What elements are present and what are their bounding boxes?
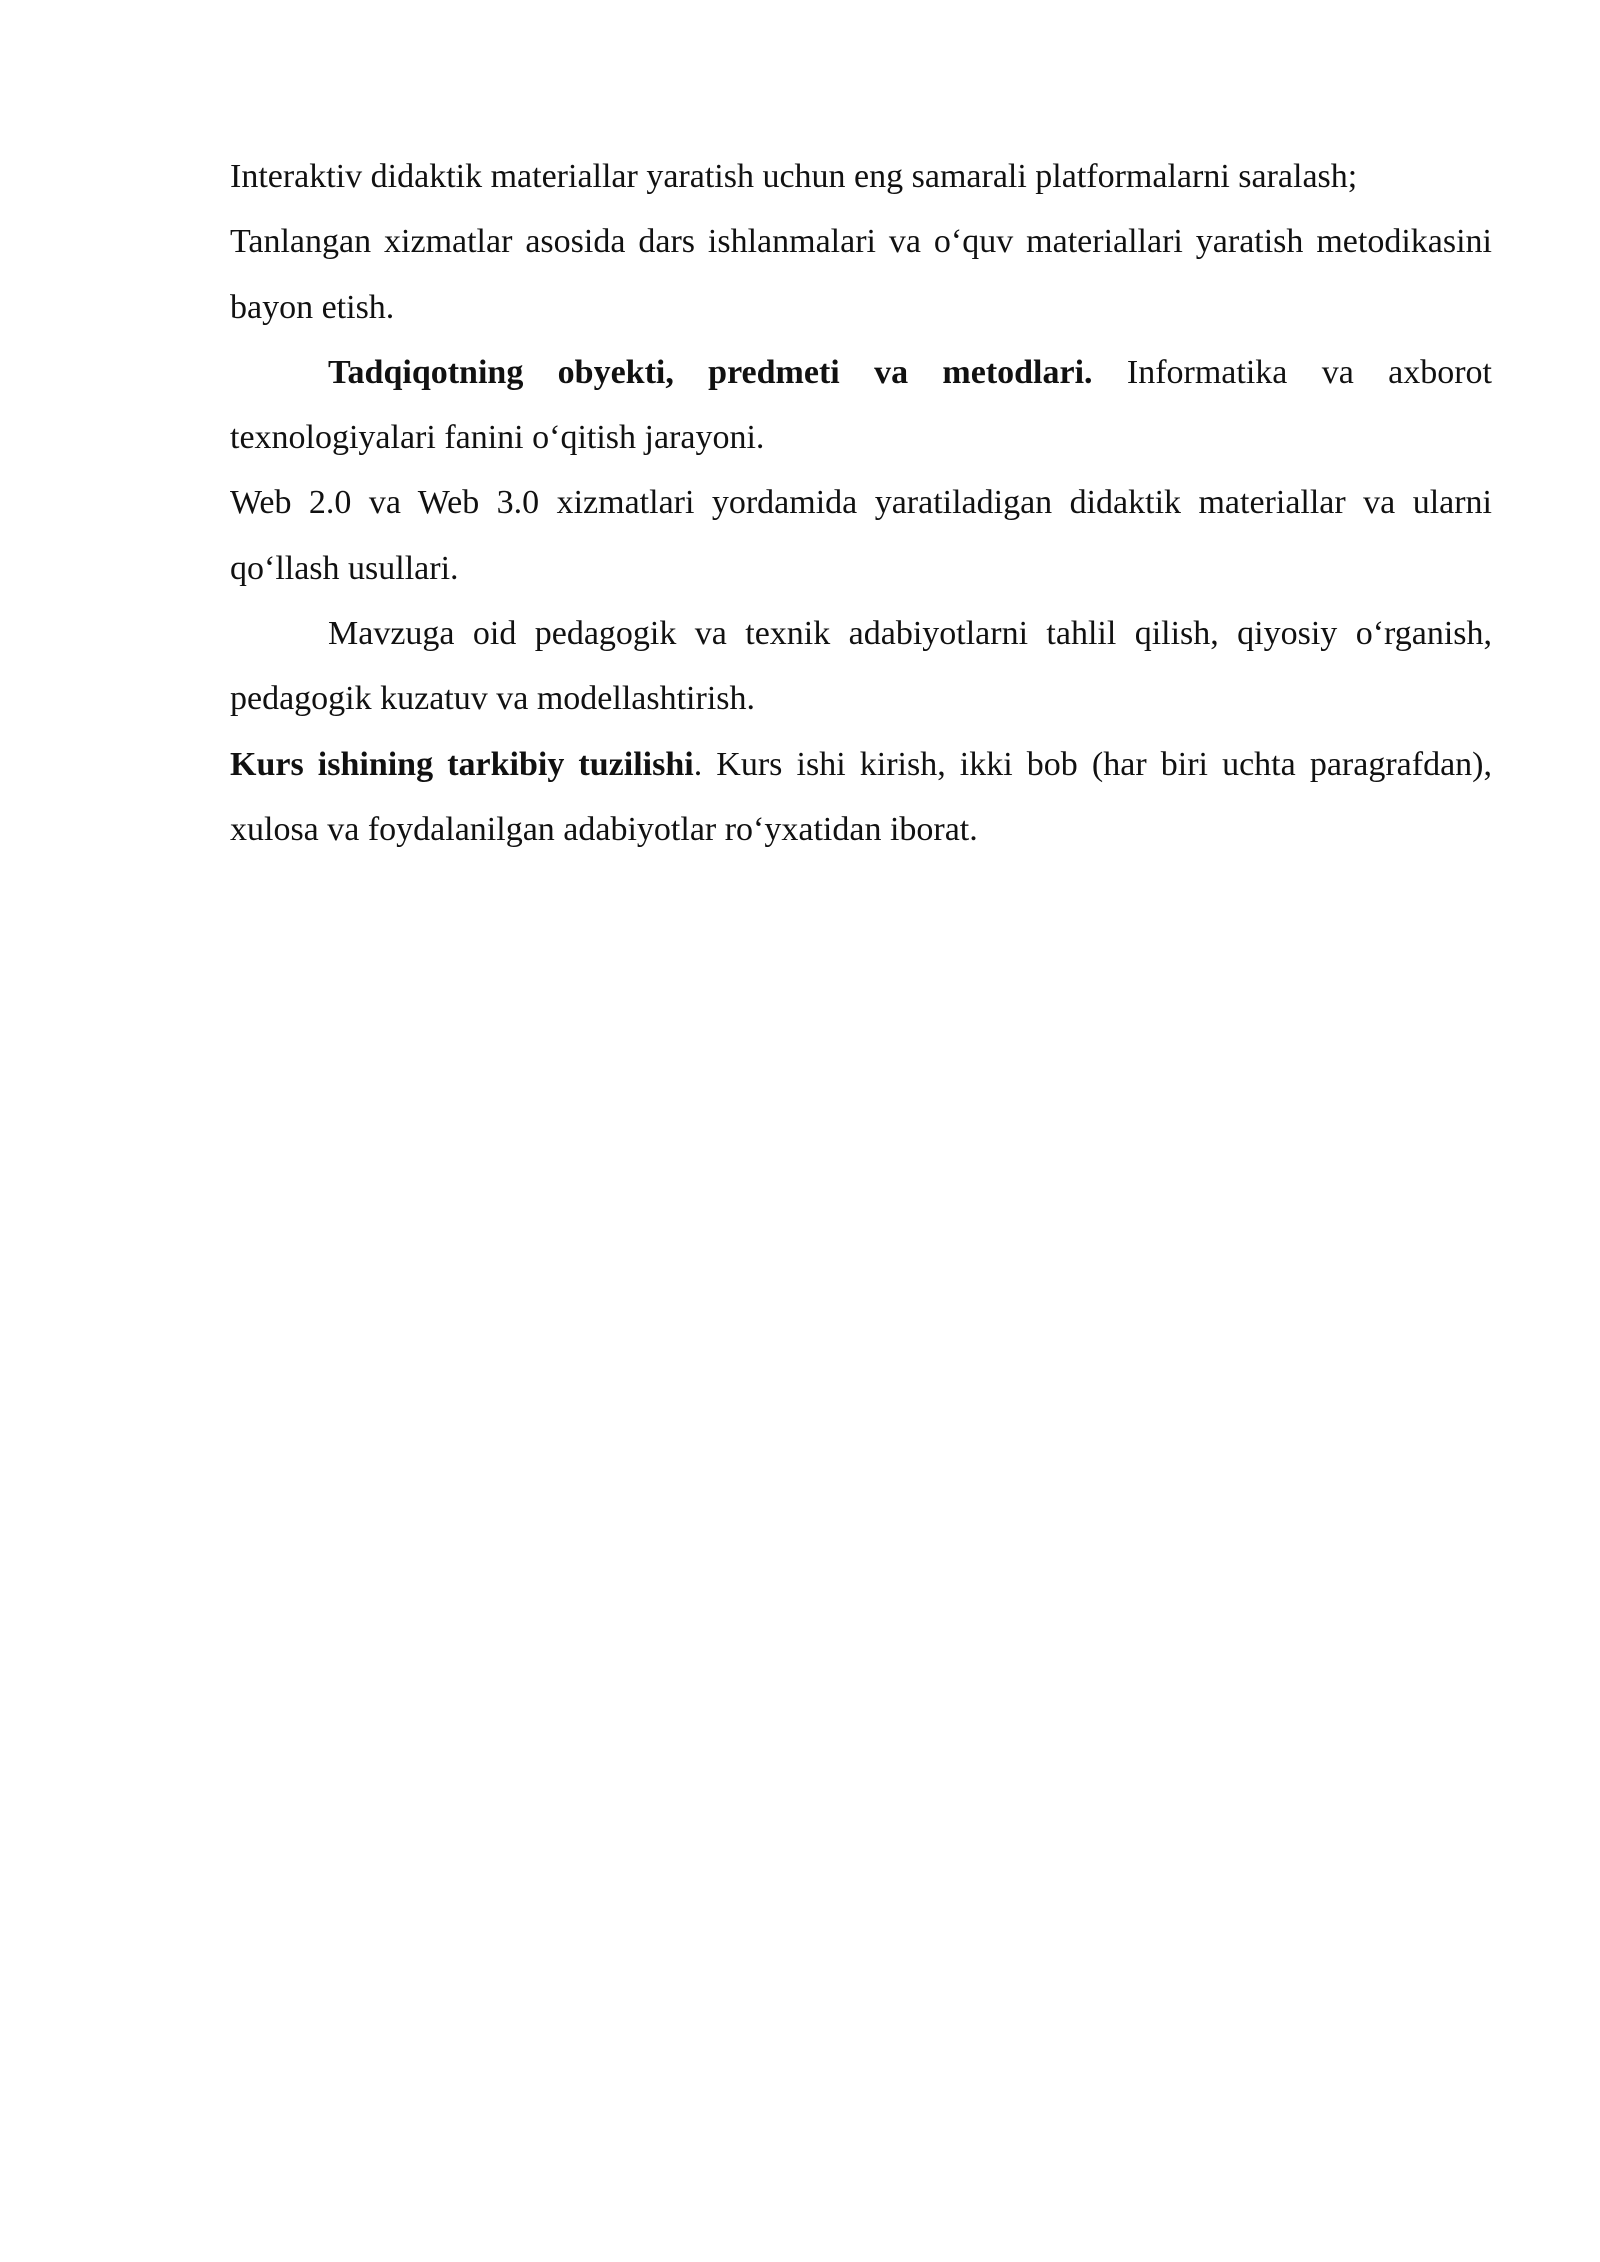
paragraph-task-platforms: Interaktiv didaktik materiallar yaratish uchun eng samarali platformalarni saralash;	[230, 158, 1358, 195]
structure-heading: Kurs ishining tarkibiy tuzilishi	[230, 745, 694, 783]
paragraph-research-methods: Mavzuga oid pedagogik va texnik adabiyotlarni tahlil qilish, qiyosiy o‘rganish, pedagogik kuzatuv va modellashtirish.	[230, 615, 1492, 718]
research-object-heading: Tadqiqotning obyekti, predmeti va metodlari.	[328, 353, 1093, 391]
research-object-text: Informatika va axborot texnologiyalari fanini o‘qitish jarayoni.	[230, 353, 1492, 457]
paragraph-research-object	[230, 340, 1492, 471]
paragraph-research-subject: Web 2.0 va Web 3.0 xizmatlari yordamida yaratiladigan didaktik materiallar va ularni qo‘llash usullari.	[230, 484, 1492, 587]
paragraph-structure	[230, 732, 1492, 863]
paragraph-task-methodology: Tanlangan xizmatlar asosida dars ishlanmalari va o‘quv materiallari yaratish metodikasini bayon etish.	[230, 223, 1492, 326]
document-body	[230, 144, 1492, 862]
structure-text: . Kurs ishi kirish, ikki bob (har biri uchta paragrafdan), xulosa va foydalanilgan adabiyotlar ro‘yxatidan iborat.	[230, 745, 1492, 848]
